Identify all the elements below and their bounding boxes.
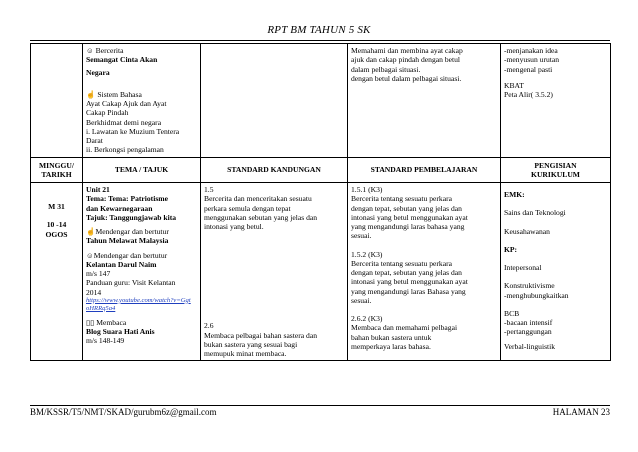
sp-c-line: memperkaya laras bahasa. xyxy=(351,341,431,351)
panduan-line-1: Panduan guru: Visit Kelantan xyxy=(86,278,176,288)
dengar-title-2: Kelantan Darul Naim xyxy=(86,259,157,269)
sp-b-num: 1.5.2 (K3) xyxy=(351,249,383,259)
sp-b-line: Bercerita tentang sesuatu perkara xyxy=(351,258,452,268)
sk-cell xyxy=(201,183,348,361)
pointing-hand-icon: ☝ xyxy=(86,227,96,236)
rpt-table xyxy=(30,43,611,361)
col-header-minggu-line2: TARIKH xyxy=(41,169,72,179)
dengar-line-2 xyxy=(86,251,197,260)
emk-label: EMK: xyxy=(504,190,525,199)
sp-b-line: sesuai. xyxy=(351,295,372,305)
panduan-line-2: 2014 xyxy=(86,287,102,297)
top-pengisian-line: -mengenal pasti xyxy=(504,64,553,74)
kbat-label: KBAT xyxy=(504,80,524,90)
sk-b-line: bukan sastera yang sesuai bagi xyxy=(204,339,298,349)
sp-b-line: intonasi yang betul menggunakan ayat xyxy=(351,277,468,287)
bcb-label: BCB xyxy=(504,308,520,318)
youtube-link[interactable] xyxy=(86,297,197,313)
sistem-bahasa-line xyxy=(86,90,197,99)
minggu-value: M 31 xyxy=(48,202,65,211)
kp-item-2b: -menghubungkaitkan xyxy=(504,290,569,300)
top-tema-line: ii. Berkongsi pengalaman xyxy=(86,145,164,155)
sp-a-line: yang mengandungi laras bahasa yang xyxy=(351,222,465,231)
smiley-icon: ☺ xyxy=(86,250,94,260)
ms-line-1: m/s 147 xyxy=(86,269,111,278)
footer-page-number: HALAMAN 23 xyxy=(552,407,610,417)
smiley-icon: ☺ xyxy=(86,46,94,55)
pointing-hand-icon: ☝ xyxy=(86,89,96,99)
pengisian-cell xyxy=(501,183,611,361)
bulan-value: OGOS xyxy=(45,229,68,239)
top-tema-line: Ayat Cakap Ajuk dan Ayat xyxy=(86,99,167,108)
emk-item-2: Keusahawanan xyxy=(504,226,550,236)
bercerita-label: Bercerita xyxy=(95,46,124,55)
tajuk-line: Tajuk: Tanggungjawab kita xyxy=(86,212,177,222)
sp-a-line: dengan tepat, sebutan yang jelas dan xyxy=(351,203,462,213)
header-title: RPT BM TAHUN 5 SK xyxy=(267,24,371,36)
membaca-label: Membaca xyxy=(96,317,127,327)
kbat-value: Peta Alir( 3.5.2) xyxy=(504,90,553,99)
kp-label: KP: xyxy=(504,244,518,254)
top-pengisian-line: -menjanakan idea xyxy=(504,46,558,55)
top-tema-line: i. Lawatan ke Muzium Tentera xyxy=(86,126,180,136)
top-tema-title-1: Semangat Cinta Akan xyxy=(86,55,158,65)
bercerita-line xyxy=(86,46,197,55)
sp-a-line: Bercerita tentang sesuatu perkara xyxy=(351,194,452,204)
tema-line-2: dan Kewarnegaraan xyxy=(86,203,153,213)
dengar-label-2: Mendengar dan bertutur xyxy=(93,250,168,260)
top-tema-title-2: Negara xyxy=(86,67,110,77)
tarikh-value: 10 -14 xyxy=(46,220,67,230)
top-tema-line: Cakap Pindah xyxy=(86,108,129,118)
ms-line-2: m/s 148-149 xyxy=(86,336,125,346)
top-pengisian-cell xyxy=(501,44,611,158)
column-header-row xyxy=(31,157,611,183)
col-header-minggu xyxy=(31,157,83,183)
top-sp-line: dengan betul dalam pelbagai situasi. xyxy=(351,73,462,83)
col-header-tema: TEMA / TAJUK xyxy=(83,157,201,183)
bcb-item-1: -bacaan intensif xyxy=(504,318,553,327)
col-header-pengisian-line1: PENGISIAN xyxy=(534,160,577,170)
sp-c-num: 2.6.2 (K3) xyxy=(351,314,383,323)
sp-c-line: Membaca dan memahami pelbagai xyxy=(351,323,458,333)
sp-b-line: yang mengandungi laras Bahasa yang xyxy=(351,286,466,296)
sp-a-line: intonasi yang betul menggunakan ayat xyxy=(351,212,468,222)
top-tema-cell xyxy=(83,44,201,158)
header-rule xyxy=(30,40,610,41)
kp-item-2a: Konstruktivisme xyxy=(504,281,555,291)
sk-b-line: memupuk minat membaca. xyxy=(204,349,287,358)
sp-cell xyxy=(348,183,501,361)
emk-item-1: Sains dan Teknologi xyxy=(504,208,566,218)
top-sp-line: Memahami dan membina ayat cakap xyxy=(351,46,463,55)
kp-item-1: Intepersonal xyxy=(504,263,542,272)
week-row xyxy=(31,183,611,361)
footer-rule xyxy=(30,405,610,406)
tema-cell xyxy=(83,183,201,361)
col-header-sk: STANDARD KANDUNGAN xyxy=(201,157,348,183)
top-sp-line: ajuk dan cakap pindah dengan betul xyxy=(351,55,461,65)
document-header xyxy=(0,24,638,36)
col-header-sp: STANDARD PEMBELAJARAN xyxy=(348,157,501,183)
sk-a-line: intonasi yang betul. xyxy=(204,222,264,231)
youtube-link-line1[interactable]: https://www.youtube.com/watch?v=Ggt xyxy=(86,296,191,304)
membaca-line xyxy=(86,318,197,327)
top-sk-cell xyxy=(201,44,348,158)
sp-c-line: bahan bukan sastera untuk xyxy=(351,332,432,342)
sp-b-line: dengan tepat, sebutan yang jelas dan xyxy=(351,268,462,277)
top-sp-line: dalam pelbagai situasi. xyxy=(351,64,421,74)
top-tema-line: Berkhidmat demi negara xyxy=(86,117,162,127)
unit-label: Unit 21 xyxy=(86,185,110,194)
bcb-item-2: -pertanggungan xyxy=(504,327,552,337)
tema-line-1: Tema: Tema: Patriotisme xyxy=(86,194,168,204)
sk-a-num: 1.5 xyxy=(204,185,214,194)
col-header-pengisian xyxy=(501,157,611,183)
top-continuation-row xyxy=(31,44,611,158)
youtube-link-line2[interactable]: oHRRq5a4 xyxy=(86,304,116,312)
dengar-line-1 xyxy=(86,227,197,236)
top-minggu-cell xyxy=(31,44,83,158)
sp-a-num: 1.5.1 (K3) xyxy=(351,185,383,194)
sk-a-line: Bercerita dan menceritakan sesuatu xyxy=(204,194,312,204)
sk-a-line: menggunakan sebutan yang jelas dan xyxy=(204,212,318,222)
minggu-cell xyxy=(31,183,83,361)
top-tema-line: Darat xyxy=(86,136,103,145)
top-pengisian-line: -menyusun urutan xyxy=(504,55,560,65)
sk-b-num: 2.6 xyxy=(204,321,214,331)
verbal-item: Verbal-linguistik xyxy=(504,341,556,351)
sk-a-line: perkara semula dengan tepat xyxy=(204,203,291,213)
sistem-bahasa-label: Sistem Bahasa xyxy=(97,89,142,99)
sp-a-line: sesuai. xyxy=(351,231,372,241)
sk-b-line: Membaca pelbagai bahan sastera dan xyxy=(204,330,318,340)
dengar-title-1: Tahun Melawat Malaysia xyxy=(86,236,169,246)
dengar-label-1: Mendengar dan bertutur xyxy=(95,227,169,236)
blog-title: Blog Suara Hati Anis xyxy=(86,327,155,337)
footer-left: BM/KSSR/T5/NMT/SKAD/gurubm6z@gmail.com xyxy=(30,407,217,417)
book-icon: ▯▯ xyxy=(86,317,95,327)
top-sp-cell xyxy=(348,44,501,158)
col-header-pengisian-line2: KURIKULUM xyxy=(531,169,580,179)
col-header-minggu-line1: MINGGU/ xyxy=(38,160,74,170)
